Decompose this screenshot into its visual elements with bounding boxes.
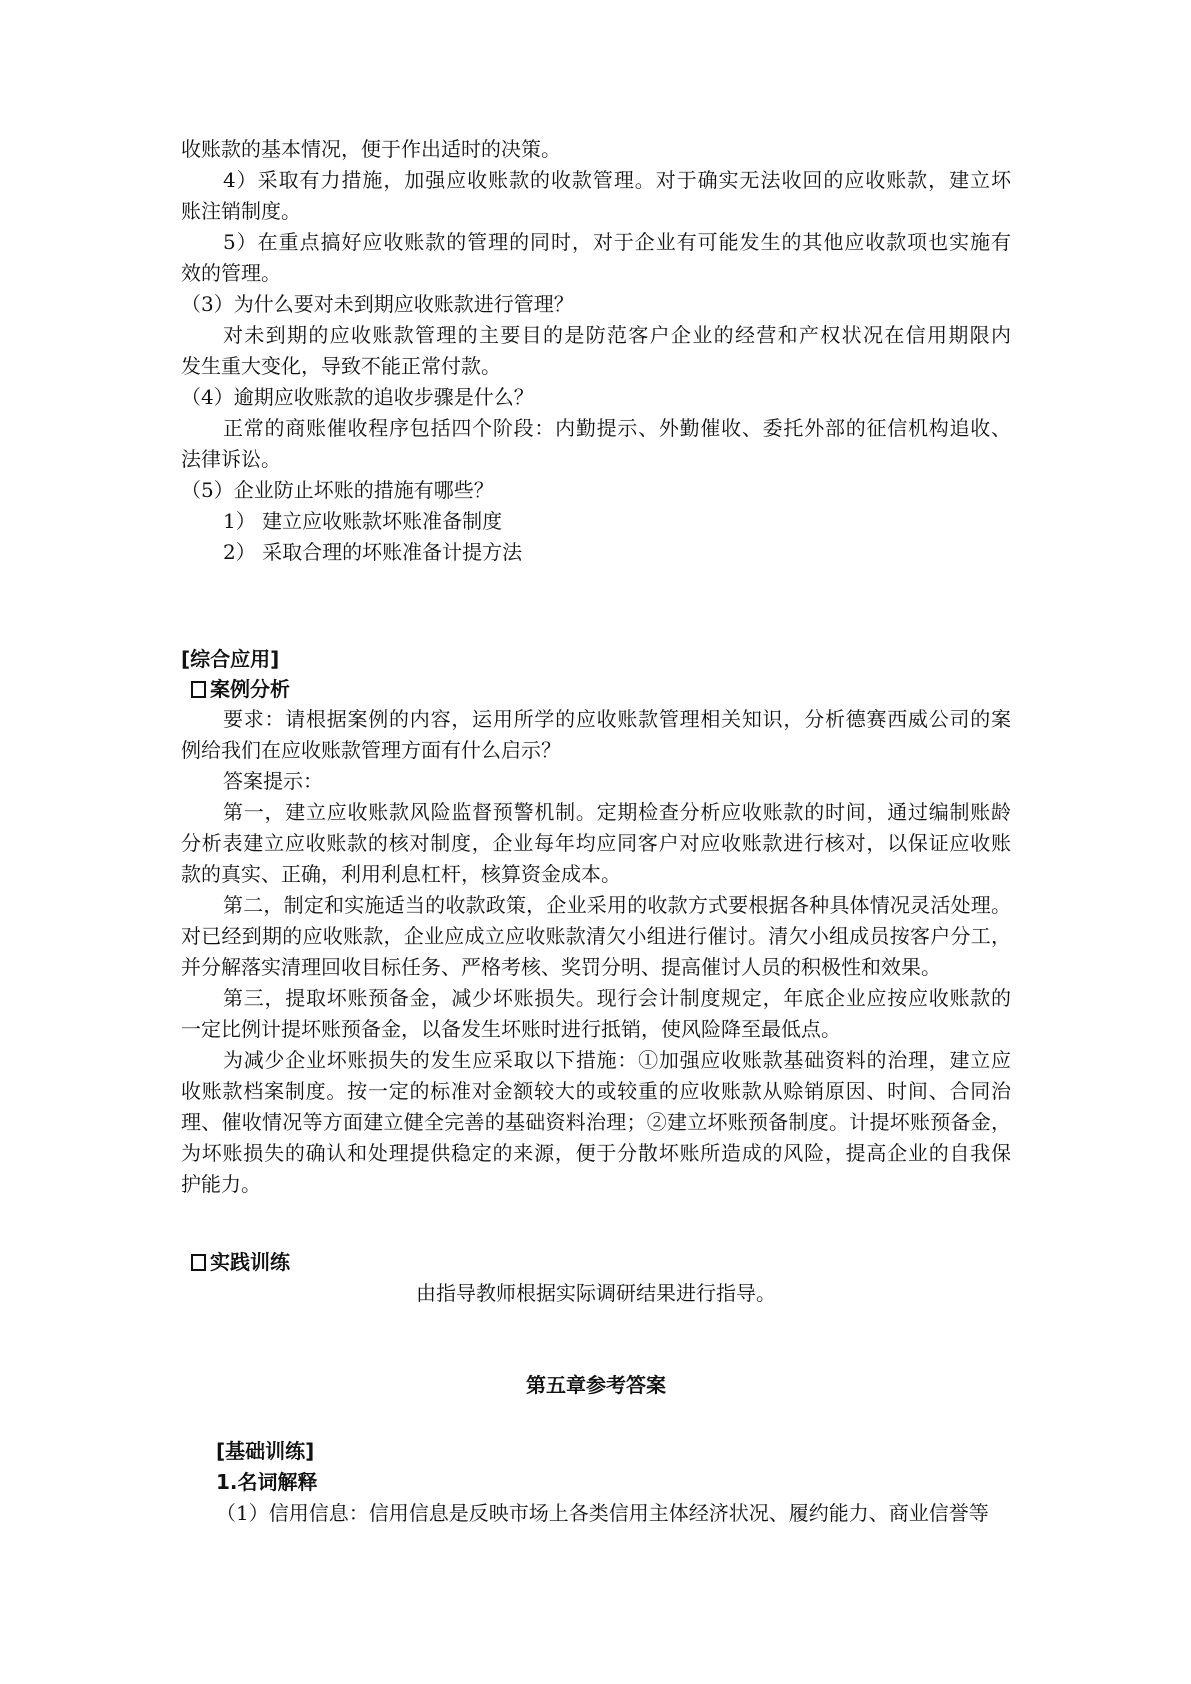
text-line: 并分解落实清理回收目标任务、严格考核、奖罚分明、提高催讨人员的积极性和效果。 <box>181 955 941 979</box>
text-line: （1）信用信息：信用信息是反映市场上各类信用主体经济状况、履约能力、商业信誉等 <box>216 1501 989 1525</box>
chapter-title: 第五章参考答案 <box>526 1373 666 1397</box>
text-line: 账注销制度。 <box>181 199 301 223</box>
text-line: 款的真实、正确，利用利息杠杆，核算资金成本。 <box>181 862 621 886</box>
text-line: 5）在重点搞好应收账款的管理的同时，对于企业有可能发生的其他应收款项也实施有 <box>223 230 1011 254</box>
text-line: 为减少企业坏账损失的发生应采取以下措施：①加强应收账款基础资料的治理，建立应 <box>223 1048 1011 1072</box>
text-line: 理、催收情况等方面建立健全完善的基础资料治理；②建立坏账预备制度。计提坏账预备金， <box>181 1110 1011 1134</box>
list-item: 2） 采取合理的坏账准备计提方法 <box>223 540 523 564</box>
text-line: 护能力。 <box>181 1172 261 1196</box>
subsection-heading: 1.名词解释 <box>216 1470 318 1494</box>
section-heading: [基础训练] <box>216 1439 315 1463</box>
text-line: 答案提示： <box>223 769 323 793</box>
text-line: 收账款档案制度。按一定的标准对金额较大的或较重的应收账款从赊销原因、时间、合同治 <box>181 1079 1011 1103</box>
subsection-label: 案例分析 <box>210 677 290 701</box>
section-heading: [综合应用] <box>181 647 280 671</box>
subsection-heading <box>191 673 1021 705</box>
text-line: 收账款的基本情况，便于作出适时的决策。 <box>181 137 561 161</box>
text-line: 正常的商账催收程序包括四个阶段：内勤提示、外勤催收、委托外部的征信机构追收、 <box>223 416 1011 440</box>
checkbox-square-icon <box>191 681 206 698</box>
checkbox-square-icon <box>191 1254 206 1271</box>
question-heading: （5）企业防止坏账的措施有哪些？ <box>181 478 494 502</box>
text-line: 发生重大变化，导致不能正常付款。 <box>181 354 501 378</box>
text-line: 由指导教师根据实际调研结果进行指导。 <box>416 1281 776 1305</box>
text-line: 效的管理。 <box>181 261 281 285</box>
text-line: 对未到期的应收账款管理的主要目的是防范客户企业的经营和产权状况在信用期限内 <box>223 323 1011 347</box>
text-line: 第一，建立应收账款风险监督预警机制。定期检查分析应收账款的时间，通过编制账龄 <box>223 800 1011 824</box>
question-heading: （3）为什么要对未到期应收账款进行管理？ <box>181 292 574 316</box>
subsection-heading <box>191 1246 1021 1278</box>
text-line: 4）采取有力措施，加强应收账款的收款管理。对于确实无法收回的应收账款，建立坏 <box>223 168 1011 192</box>
text-line: 第二，制定和实施适当的收款政策，企业采用的收款方式要根据各种具体情况灵活处理。 <box>223 893 1011 917</box>
list-item: 1） 建立应收账款坏账准备制度 <box>223 509 503 533</box>
text-line: 为坏账损失的确认和处理提供稳定的来源，便于分散坏账所造成的风险，提高企业的自我保 <box>181 1141 1011 1165</box>
text-line: 第三，提取坏账预备金，减少坏账损失。现行会计制度规定，年底企业应按应收账款的 <box>223 986 1011 1010</box>
text-line: 例给我们在应收账款管理方面有什么启示？ <box>181 738 561 762</box>
subsection-label: 实践训练 <box>210 1250 290 1274</box>
text-line: 法律诉讼。 <box>181 447 281 471</box>
question-heading: （4）逾期应收账款的追收步骤是什么？ <box>181 385 534 409</box>
text-line: 分析表建立应收账款的核对制度，企业每年均应同客户对应收账款进行核对，以保证应收账 <box>181 831 1011 855</box>
text-line: 一定比例计提坏账预备金，以备发生坏账时进行抵销，使风险降至最低点。 <box>181 1017 841 1041</box>
text-line: 要求：请根据案例的内容，运用所学的应收账款管理相关知识，分析德赛西威公司的案 <box>223 707 1011 731</box>
text-line: 对已经到期的应收账款，企业应成立应收账款清欠小组进行催讨。清欠小组成员按客户分工， <box>181 924 1011 948</box>
